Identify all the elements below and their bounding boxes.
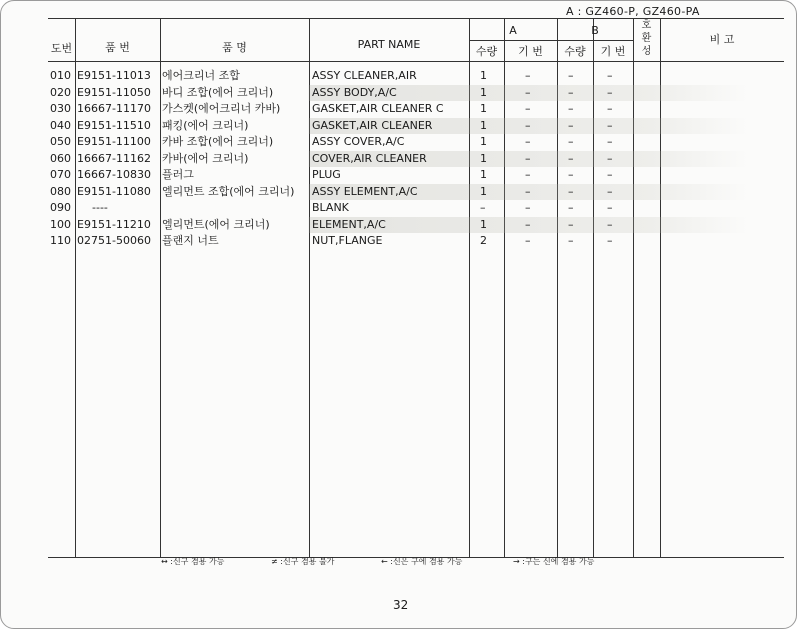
b-qty-cell: –	[568, 151, 574, 165]
part-no-cell: E9151-11050	[77, 85, 151, 99]
part-name-kr-cell: 플랜지 너트	[162, 234, 219, 247]
b-qty-cell: –	[568, 234, 574, 247]
part-no-cell: 16667-11162	[77, 151, 151, 165]
table-row	[48, 217, 784, 233]
part-name-en-cell: GASKET,AIR CLEANER	[312, 118, 433, 132]
part-name-en-cell: PLUG	[312, 168, 341, 181]
drawing-no-cell: 080	[50, 184, 71, 198]
table-row	[48, 85, 784, 101]
b-qty-cell: –	[568, 201, 574, 214]
part-name-kr-cell: 바디 조합(에어 크리너)	[162, 85, 274, 99]
part-no-cell: 16667-10830	[77, 168, 151, 181]
part-name-kr-cell: 패킹(에어 크리너)	[162, 118, 249, 132]
part-no-cell: E9151-11013	[77, 69, 151, 82]
drawing-no-cell: 090	[50, 201, 71, 214]
part-name-en-cell: ELEMENT,A/C	[312, 217, 386, 231]
b-qty-cell: –	[568, 217, 574, 231]
drawing-no-cell: 050	[50, 135, 71, 148]
a-qty-cell: 1	[480, 135, 487, 148]
part-name-kr-cell: 가스켓(에어크리너 카바)	[162, 102, 281, 115]
a-base-cell: –	[525, 201, 531, 214]
header-part-name-en: PART NAME	[357, 38, 421, 51]
b-base-cell: –	[607, 135, 613, 148]
part-no-cell: 16667-11170	[77, 102, 151, 115]
a-base-cell: –	[525, 184, 531, 198]
header-a-qty: 수량	[475, 45, 498, 58]
header-group-b: B	[591, 24, 599, 37]
drawing-no-cell: 020	[50, 85, 71, 99]
header-part-name-kr: 품 명	[222, 41, 247, 54]
part-name-en-cell: BLANK	[312, 201, 349, 214]
drawing-no-cell: 040	[50, 118, 71, 132]
drawing-no-cell: 100	[50, 217, 71, 231]
b-base-cell: –	[607, 168, 613, 181]
b-base-cell: –	[607, 118, 613, 132]
header-a-base: 기 번	[518, 45, 543, 58]
part-name-en-cell: NUT,FLANGE	[312, 234, 383, 247]
table-row	[48, 184, 784, 200]
b-base-cell: –	[607, 234, 613, 247]
a-base-cell: –	[525, 69, 531, 82]
header-remarks: 비 고	[709, 33, 735, 46]
b-base-cell: –	[607, 85, 613, 99]
part-no-cell: 02751-50060	[77, 234, 151, 247]
drawing-no-cell: 070	[50, 168, 71, 181]
model-applicability: A : GZ460-P, GZ460-PA	[566, 5, 700, 18]
b-qty-cell: –	[568, 135, 574, 148]
table-row	[48, 118, 784, 134]
part-name-en-cell: COVER,AIR CLEANER	[312, 151, 427, 165]
part-name-kr-cell: 카바(에어 크리너)	[162, 151, 249, 165]
a-qty-cell: 1	[480, 85, 487, 99]
a-qty-cell: 2	[480, 234, 487, 247]
table-row	[48, 233, 784, 249]
table-row	[48, 167, 784, 183]
part-name-kr-cell: 엘리먼트(에어 크리너)	[162, 217, 270, 231]
a-qty-cell: –	[480, 201, 486, 214]
a-base-cell: –	[525, 234, 531, 247]
part-name-en-cell: ASSY ELEMENT,A/C	[312, 184, 418, 198]
a-qty-cell: 1	[480, 118, 487, 132]
header-b-qty: 수량	[564, 45, 586, 58]
legend-new-for-old: ← :신은 구에 겸용 가능	[381, 557, 463, 566]
a-qty-cell: 1	[480, 168, 487, 181]
table-row	[48, 151, 784, 167]
part-no-cell: E9151-11510	[77, 118, 151, 132]
legend-interchangeable: ↔ :신구 겸용 가능	[161, 557, 225, 566]
a-base-cell: –	[525, 118, 531, 132]
legend-not-interchangeable: ≠ :신구 겸용 불가	[271, 557, 335, 566]
b-base-cell: –	[607, 151, 613, 165]
header-bottom-line	[48, 61, 784, 62]
parts-table	[48, 18, 784, 558]
b-qty-cell: –	[568, 118, 574, 132]
header-drawing-no: 도번	[50, 42, 73, 55]
header-subdivider	[469, 40, 633, 41]
header-b-base: 기 번	[600, 45, 626, 58]
header-part-no: 품 번	[105, 41, 130, 54]
b-qty-cell: –	[568, 102, 574, 115]
a-base-cell: –	[525, 102, 531, 115]
b-qty-cell: –	[568, 85, 574, 99]
a-qty-cell: 1	[480, 102, 487, 115]
a-base-cell: –	[525, 135, 531, 148]
a-qty-cell: 1	[480, 184, 487, 198]
part-name-kr-cell: 카바 조합(에어 크리너)	[162, 135, 274, 148]
part-no-cell: E9151-11210	[77, 217, 151, 231]
a-qty-cell: 1	[480, 217, 487, 231]
b-base-cell: –	[607, 184, 613, 198]
b-qty-cell: –	[568, 184, 574, 198]
legend-old-for-new: → :구는 신에 겸용 가능	[513, 557, 595, 566]
drawing-no-cell: 060	[50, 151, 71, 165]
b-base-cell: –	[607, 69, 613, 82]
part-name-en-cell: ASSY COVER,A/C	[312, 135, 405, 148]
table-row	[48, 200, 784, 216]
part-name-kr-cell: 에어크리너 조합	[162, 69, 240, 82]
part-name-en-cell: ASSY CLEANER,AIR	[312, 69, 417, 82]
b-qty-cell: –	[568, 168, 574, 181]
a-qty-cell: 1	[480, 69, 487, 82]
part-no-cell: E9151-11080	[77, 184, 151, 198]
a-base-cell: –	[525, 151, 531, 165]
a-base-cell: –	[525, 217, 531, 231]
part-name-en-cell: GASKET,AIR CLEANER C	[312, 102, 444, 115]
a-base-cell: –	[525, 168, 531, 181]
a-base-cell: –	[525, 85, 531, 99]
drawing-no-cell: 030	[50, 102, 71, 115]
table-row	[48, 101, 784, 117]
table-row	[48, 68, 784, 84]
b-base-cell: –	[607, 201, 613, 214]
b-base-cell: –	[607, 102, 613, 115]
page-number: 32	[393, 598, 409, 612]
b-qty-cell: –	[568, 69, 574, 82]
part-no-cell: E9151-11100	[77, 135, 151, 148]
table-row	[48, 134, 784, 150]
part-name-kr-cell: 플러그	[162, 168, 194, 181]
header-interchange: 호 환 성	[641, 20, 652, 57]
drawing-no-cell: 010	[50, 69, 71, 82]
part-name-kr-cell: 엘리먼트 조합(에어 크리너)	[162, 184, 295, 198]
drawing-no-cell: 110	[50, 234, 71, 247]
header-group-a: A	[509, 24, 517, 37]
a-qty-cell: 1	[480, 151, 487, 165]
b-base-cell: –	[607, 217, 613, 231]
part-no-cell: ----	[92, 201, 108, 214]
part-name-en-cell: ASSY BODY,A/C	[312, 85, 397, 99]
